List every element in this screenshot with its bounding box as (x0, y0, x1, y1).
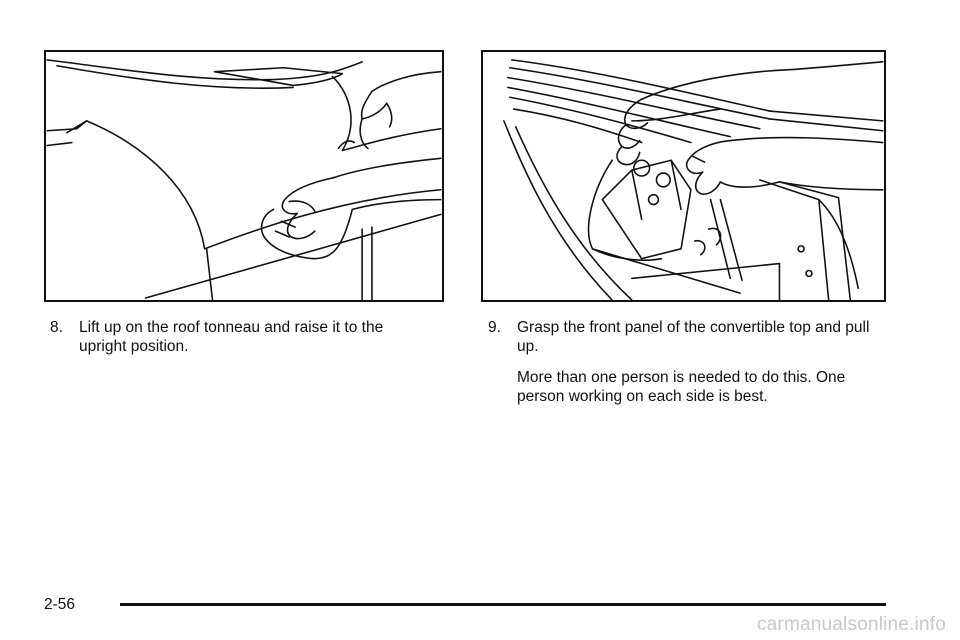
step-8-text: Lift up on the roof tonneau and raise it to the upright position. (79, 319, 384, 355)
tonneau-illustration (44, 50, 444, 302)
convertible-top-illustration (481, 50, 886, 302)
page-number: 2-56 (44, 596, 76, 613)
footer-rule (120, 603, 886, 606)
step-9-number: 9. (488, 319, 501, 336)
step-9-text: Grasp the front panel of the convertible top and pull up. (517, 319, 870, 355)
step-9 (488, 318, 878, 356)
step-8-number: 8. (50, 319, 63, 336)
watermark: carmanualsonline.info (756, 614, 946, 635)
step-8 (50, 318, 430, 356)
step-9-note: More than one person is needed to do this. One person working on each side is best. (517, 369, 846, 405)
